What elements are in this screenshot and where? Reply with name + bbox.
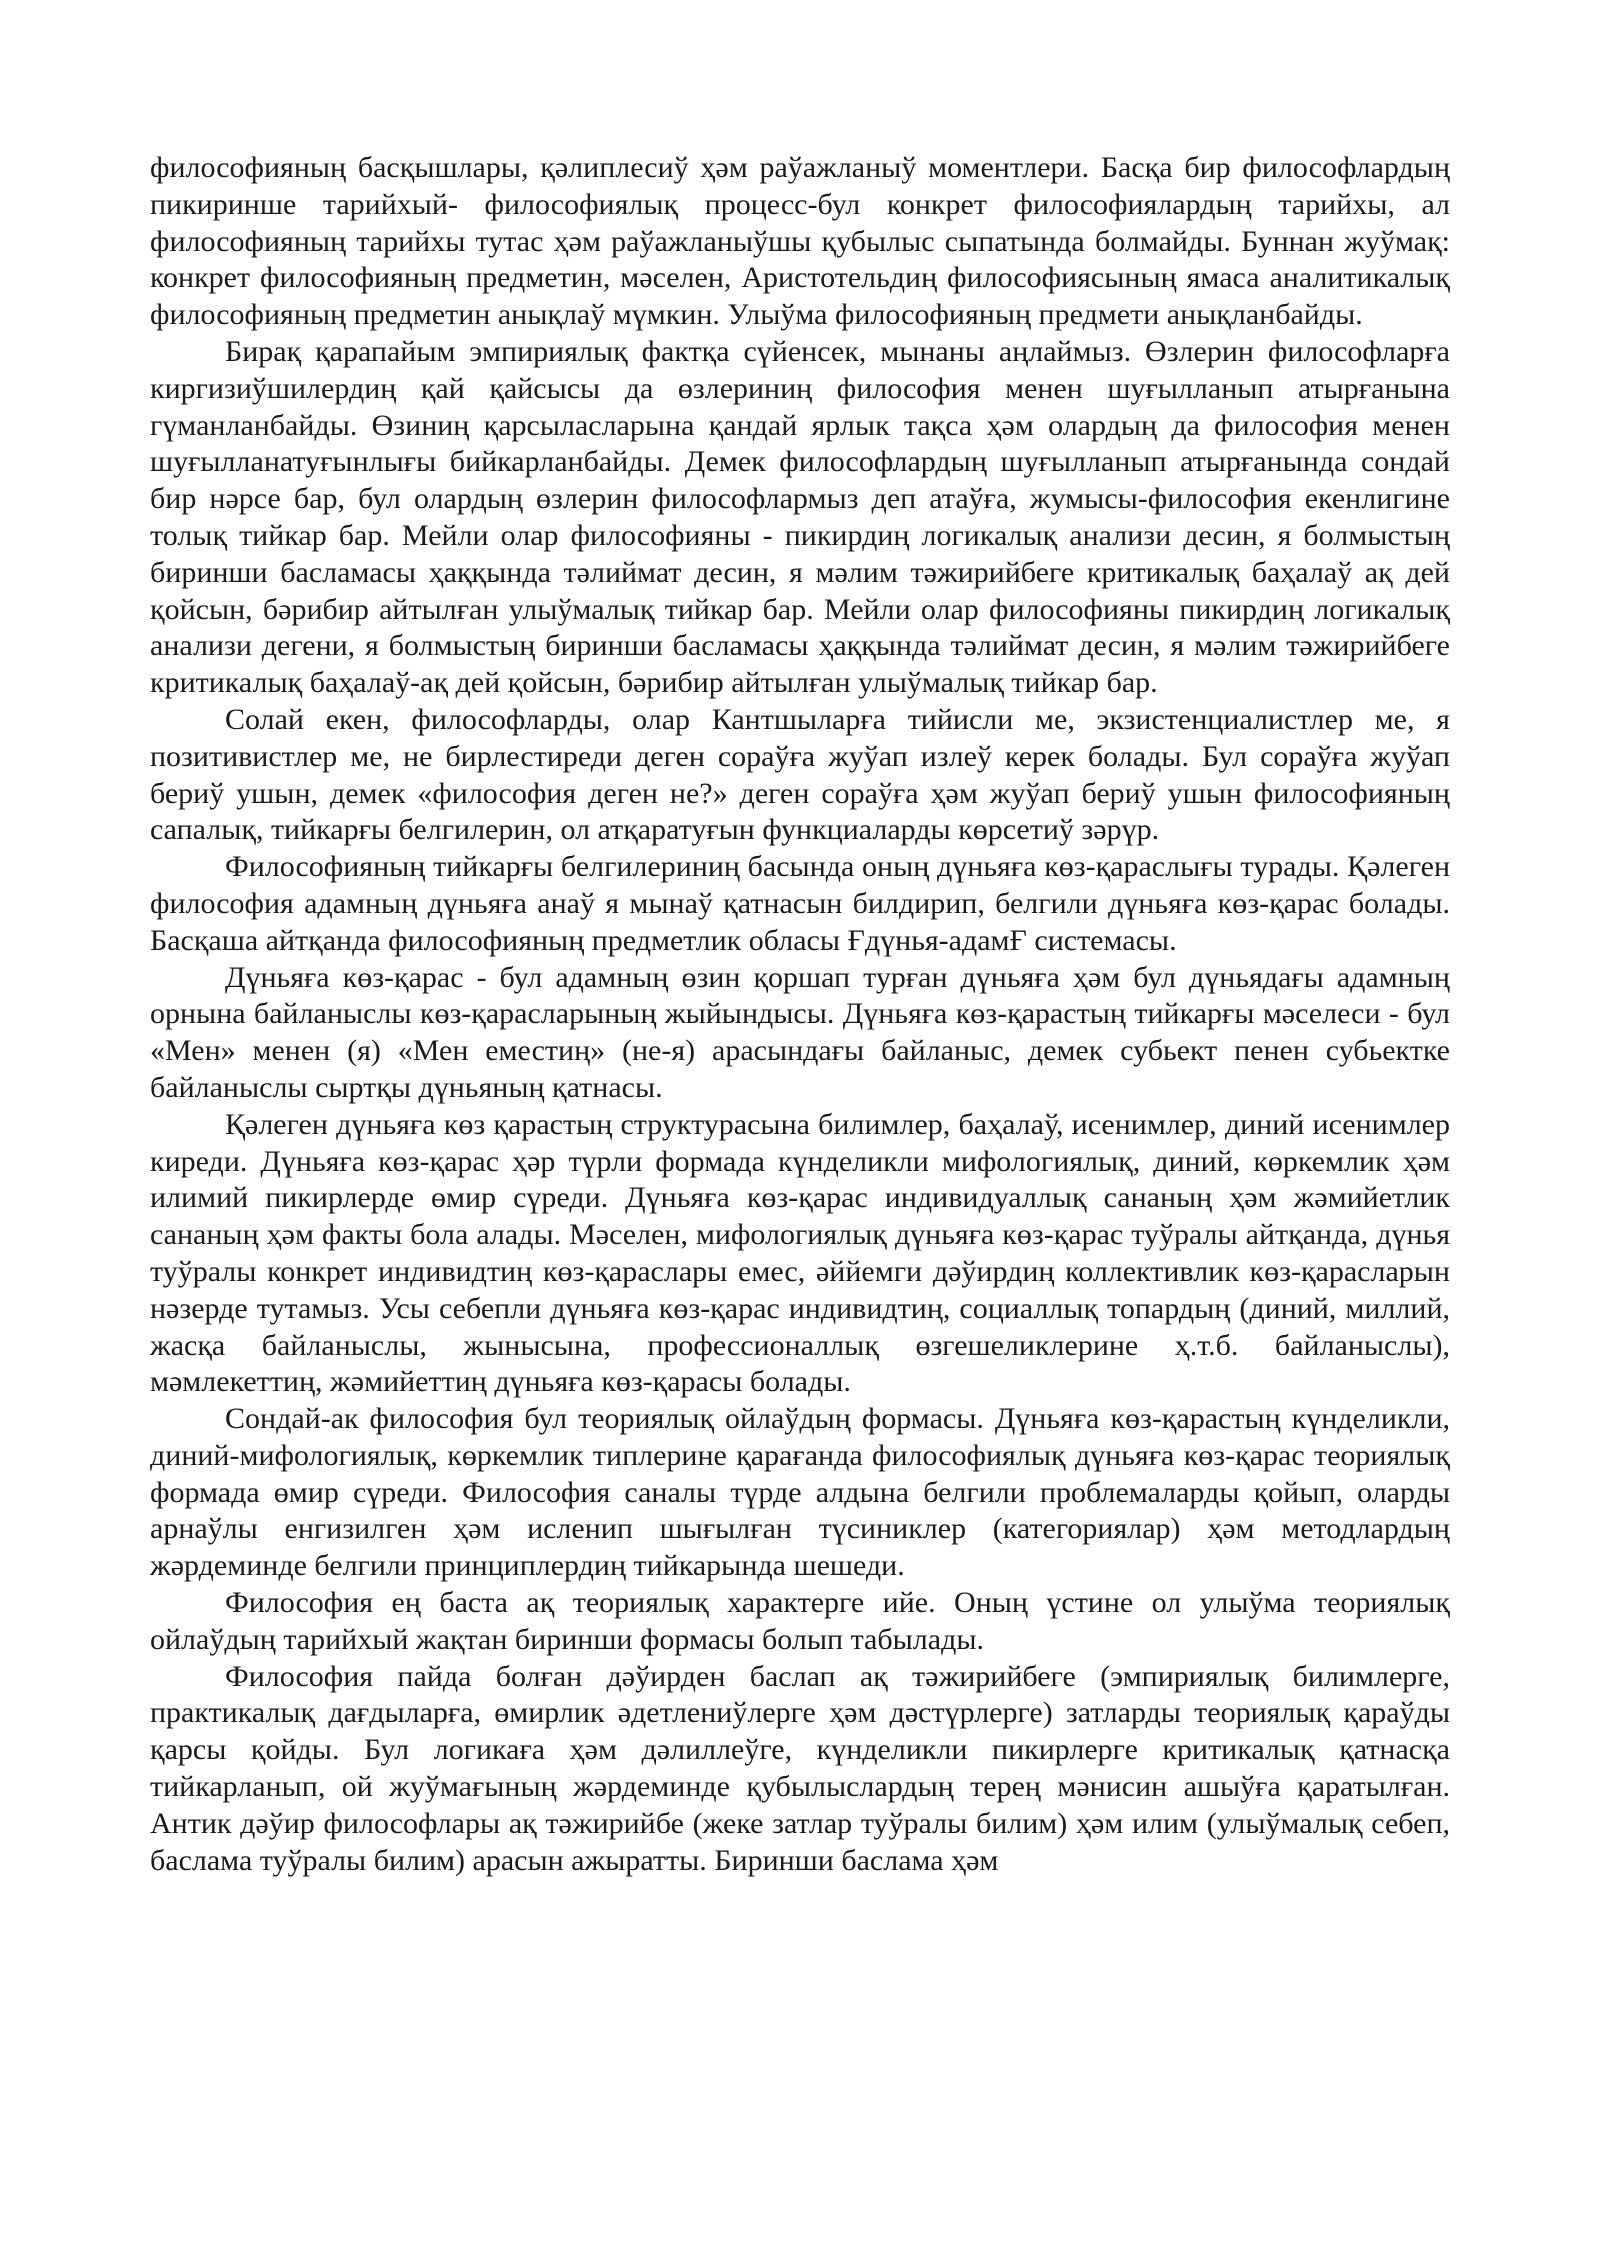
paragraph: Қәлеген дүньяға көз қарастың структурасына билимлер, баҳалаў, исенимлер, диний исенимлер киреди. Дүньяға көз-қарас ҳәр түрли формада күнделикли мифологиялық, диний, көркемлик ҳәм илимий пикирлерде өмир сүреди. Дүньяға көз-қарас индивидуаллық сананың ҳәм жәмийетлик сананың ҳәм факты бола алады. Мәселен, мифологиялық дүньяға көз-қарас туўралы айтқанда, дүнья туўралы конкрет индивидтиң көз-қараслары емес, әййемги дәўирдиң коллективлик көз-қарасларын нәзерде тутамыз. Усы себепли дүньяға көз-қарас индивидтиң, социаллық топардың (диний, миллий, жасқа байланыслы, жынысына, профессионаллық өзгешеликлерине ҳ.т.б. байланыслы), мәмлекеттиң, жәмийеттиң дүньяға көз-қарасы болады. (150, 1107, 1450, 1399)
paragraph: Солай екен, философларды, олар Кантшыларға тийисли ме, экзистенциалистлер ме, я позитивистлер ме, не бирлестиреди деген сораўға жуўап излеў керек болады. Бул сораўға жуўап бериў ушын, демек «философия деген не?» деген сораўға ҳәм жуўап бериў ушын философияның сапалық, тийкарғы белгилерин, ол атқаратуғын функциаларды көрсетиў зәрүр. (150, 702, 1450, 847)
paragraph: Сондай-ак философия бул теориялық ойлаўдың формасы. Дүньяға көз-қарастың күнделикли, диний-мифологиялық, көркемлик типлерине қарағанда философиялық дүньяға көз-қарас теориялық формада өмир сүреди. Философия саналы түрде алдына белгили проблемаларды қойып, оларды арнаўлы енгизилген ҳәм исленип шығылған түсиниклер (категориялар) ҳәм методлардың жәрдеминде белгили принциплердиң тийкарында шешеди. (150, 1402, 1450, 1583)
paragraph: философияның басқышлары, қәлиплесиў ҳәм раўажланыў моментлери. Басқа бир философлардың пикиринше тарийхый- философиялық процесс-бул конкрет философиялардың тарийхы, ал философияның тарийхы тутас ҳәм раўажланыўшы қубылыс сыпатында болмайды. Буннан жуўмақ: конкрет философияның предметин, мәселен, Аристотельдиң философиясының ямаса аналитикалық философияның предметин анықлаў мүмкин. Улыўма философияның предмети анықланбайды. (150, 151, 1450, 332)
paragraph: Философияның тийкарғы белгилериниң басында оның дүньяға көз-қараслығы турады. Қәлеген философия адамның дүньяға анаў я мынаў қатнасын билдирип, белгили дүньяға көз-қарас болады. Басқаша айтқанда философияның предметлик обласы Ғдүнья-адамҒ системасы. (150, 850, 1450, 957)
paragraph: Дүньяға көз-қарас - бул адамның өзин қоршап турған дүньяға ҳәм бул дүньядағы адамның орнына байланыслы көз-қарасларының жыйындысы. Дүньяға көз-қарастың тийкарғы мәселеси - бул «Мен» менен (я) «Мен еместиң» (не-я) арасындағы байланыс, демек субьект пенен субьектке байланыслы сыртқы дүньяның қатнасы. (150, 960, 1450, 1104)
paragraph: Философия пайда болған дәўирден баслап ақ тәжирийбеге (эмпириялық билимлерге, практикалық дағдыларға, өмирлик әдетлениўлерге ҳәм дәстүрлерге) затларды теориялық қараўды қарсы қойды. Бул логикаға ҳәм дәлиллеўге, күнделикли пикирлерге критикалық қатнасқа тийкарланып, ой жуўмағының жәрдеминде қубылыслардың терең мәнисин ашыўға қаратылған. Антик дәўир философлары ақ тәжирийбе (жеке затлар туўралы билим) ҳәм илим (улыўмалық себеп, баслама туўралы билим) арасын ажыратты. Биринши баслама ҳәм (150, 1659, 1450, 1877)
document-page (150, 150, 1450, 1879)
paragraph: Бирақ қарапайым эмпириялық фактқа сүйенсек, мынаны аңлаймыз. Өзлерин философларға киргизиўшилердиң қай қайсысы да өзлериниң философия менен шуғылланып атырғанына гүманланбайды. Өзиниң қарсыласларына қандай ярлык тақса ҳәм олардың да философия менен шуғылланатуғынлығы бийкарланбайды. Демек философлардың шуғылланып атырғанында сондай бир нәрсе бар, бул олардың өзлерин философлармыз деп атаўға, жумысы-философия екенлигине толық тийкар бар. Мейли олар философияны - пикирдиң логикалық анализи десин, я болмыстың биринши басламасы ҳаққында тәлиймат десин, я мәлим тәжирийбеге критикалық баҳалаў ақ дей қойсын, бәрибир айтылған улыўмалық тийкар бар. Мейли олар философияны пикирдиң логикалық анализи дегени, я болмыстың биринши басламасы ҳаққында тәлиймат десин, я мәлим тәжирийбеге критикалық баҳалаў-ақ дей қойсын, бәрибир айтылған улыўмалық тийкар бар. (150, 334, 1450, 700)
paragraph: Философия ең баста ақ теориялық характерге ийе. Оның үстине ол улыўма теориялық ойлаўдың тарийхый жақтан биринши формасы болып табылады. (150, 1586, 1450, 1656)
